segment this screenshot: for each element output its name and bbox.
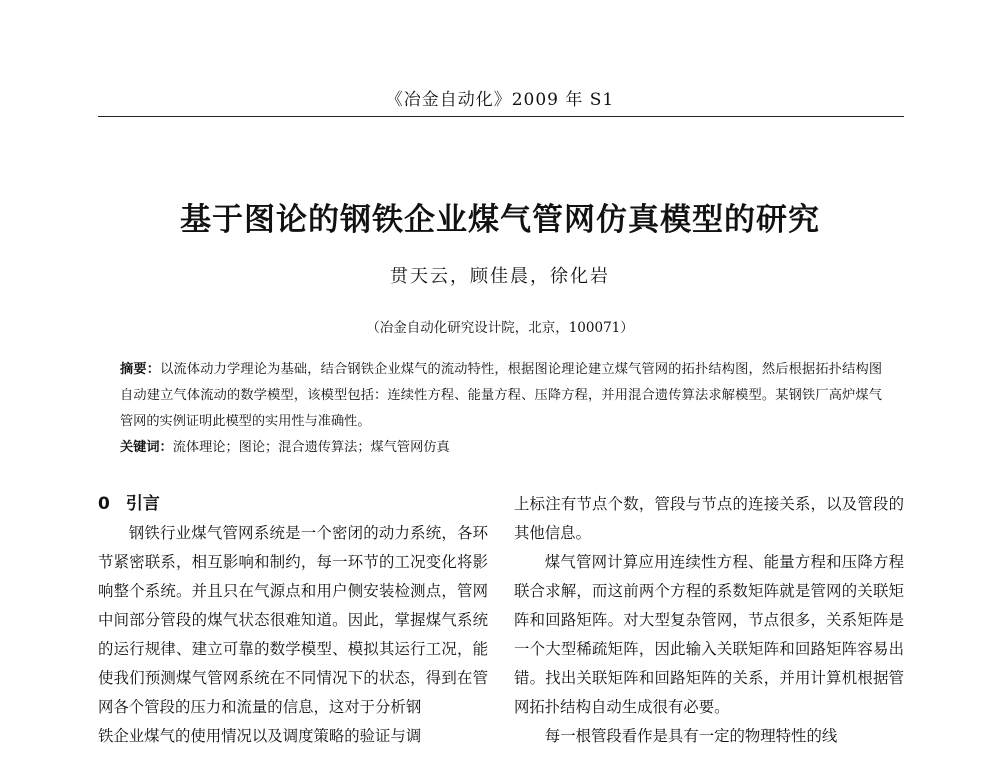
paper-authors: 贯天云，顾佳晨，徐化岩 [390,266,610,287]
right-paragraph: 煤气管网计算应用连续性方程、能量方程和压降方程联合求解，而这前两个方程的系数矩阵就是管网的关联矩阵和回路矩阵。对大型复杂管网，节点很多，关系矩阵是一个大型稀疏矩阵，因此输入关联矩阵和回路矩阵容易出错。找出关联矩阵和回路矩阵的关系，并用计算机根据管网拓扑结构自动生成很有必要。 [514,553,904,716]
abstract-text: 以流体动力学理论为基础，结合钢铁企业煤气的流动特性，根据图论理论建立煤气管网的拓扑结构图，然后根据拓扑结构图自动建立气体流动的数学模型，该模型包括：连续性方程、能量方程、压降方程，并用混合遗传算法求解模型。某钢铁厂高炉煤气管网的实例证明此模型的实用性与准确性。 [120,362,883,429]
section-heading [98,490,488,519]
right-column [514,490,904,751]
paper-affiliation: （冶金自动化研究设计院，北京，100071） [366,320,634,336]
keywords-text: 流体理论；图论；混合遗传算法；煤气管网仿真 [172,440,450,455]
section-title: 引言 [125,494,160,514]
left-cut-line: 铁企业煤气的使用情况以及调度策略的验证与调 [98,727,422,745]
running-head: 《冶金自动化》2009 年 S1 [385,90,615,110]
keywords-label: 关键词： [120,440,173,455]
left-column [98,490,488,751]
right-cut-line: 每一根管段看作是具有一定的物理特性的线 [544,727,838,745]
abstract [120,357,882,435]
right-paragraph-continued: 上标注有节点个数，管段与节点的连接关系，以及管段的其他信息。 [514,495,904,542]
header-rule [98,116,904,117]
intro-paragraph: 钢铁行业煤气管网系统是一个密闭的动力系统，各环节紧密联系，相互影响和制约，每一环节的工况变化将影响整个系统。并且只在气源点和用户侧安装检测点，管网中间部分管段的煤气状态很难知道。因此，掌握煤气系统的运行规律、建立可靠的数学模型、模拟其运行工况，能使我们预测煤气管网系统在不同情况下的状态，得到在管网各个管段的压力和流量的信息，这对于分析钢 [98,524,488,716]
abstract-label: 摘要： [120,362,161,377]
paper-title: 基于图论的钢铁企业煤气管网仿真模型的研究 [180,202,820,238]
section-number: 0 [98,494,110,514]
keywords [120,435,882,461]
